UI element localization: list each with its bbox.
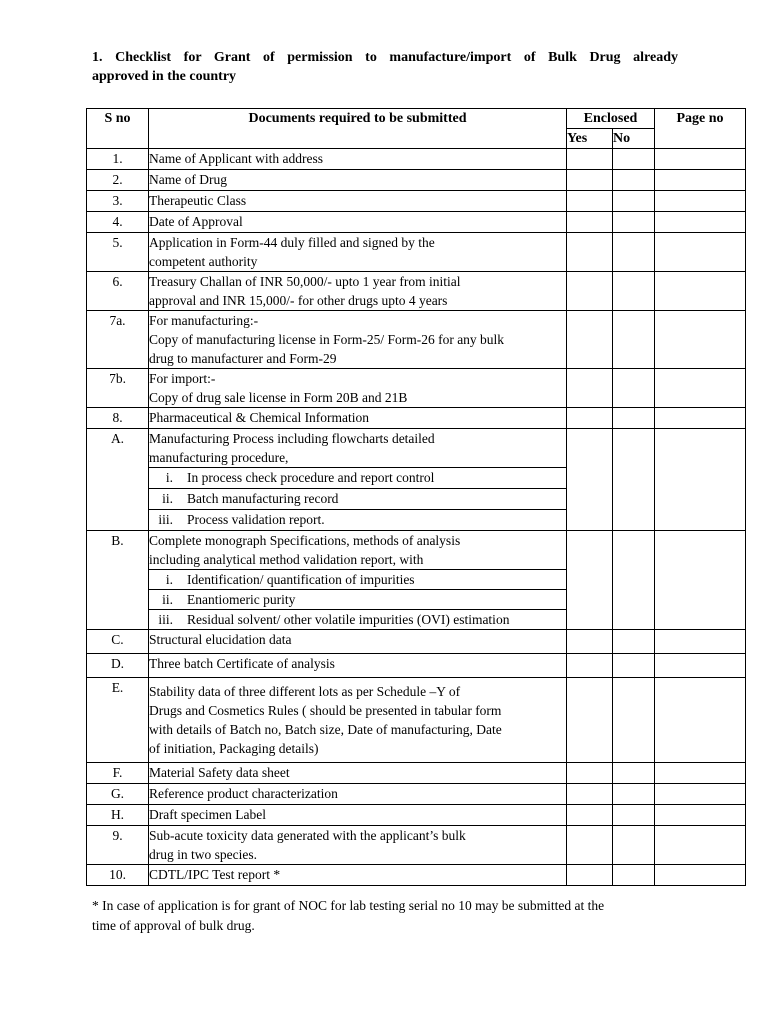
row-subitem [149, 590, 567, 610]
row-document [149, 784, 567, 805]
document-line: For manufacturing:- [149, 313, 259, 328]
row-document [149, 212, 567, 233]
row-document [149, 763, 567, 784]
checkbox-cell-no[interactable] [613, 191, 655, 212]
document-line: Name of Applicant with address [149, 151, 323, 166]
checkbox-cell-no[interactable] [613, 865, 655, 886]
document-line: Copy of manufacturing license in Form-25/ Form-26 for any bulk [149, 332, 505, 347]
row-serial: F. [87, 763, 149, 784]
subitem-text: Process validation report. [187, 512, 325, 527]
subitem-text: In process check procedure and report control [187, 470, 435, 485]
checkbox-cell-page[interactable] [655, 531, 746, 630]
header-sno: S no [87, 109, 149, 149]
row-document [149, 272, 567, 311]
checkbox-cell-page[interactable] [655, 784, 746, 805]
row-serial: H. [87, 805, 149, 826]
table-row [87, 311, 746, 369]
document-line: Sub-acute toxicity data generated with the applicant’s bulk [149, 828, 466, 843]
table-row [87, 805, 746, 826]
row-serial: 4. [87, 212, 149, 233]
subitem-number: iii. [158, 512, 173, 527]
subitem [149, 510, 566, 529]
document-line: Material Safety data sheet [149, 765, 290, 780]
checkbox-cell-yes[interactable] [567, 763, 613, 784]
row-serial: D. [87, 654, 149, 678]
checkbox-cell-no[interactable] [613, 531, 655, 630]
document-line: Reference product characterization [149, 786, 338, 801]
footnote-line-1: * In case of application is for grant of NOC for lab testing serial no 10 may be submitted at the [92, 898, 605, 913]
row-serial: 6. [87, 272, 149, 311]
checkbox-cell-no[interactable] [613, 149, 655, 170]
checkbox-cell-page[interactable] [655, 170, 746, 191]
header-page-no: Page no [655, 109, 746, 149]
heading-line-2: approved in the country [92, 69, 237, 84]
checkbox-cell-page[interactable] [655, 233, 746, 272]
checkbox-cell-yes[interactable] [567, 311, 613, 369]
row-document [149, 408, 567, 429]
document-line: Pharmaceutical & Chemical Information [149, 410, 370, 425]
subitem-text: Residual solvent/ other volatile impurities (OVI) estimation [187, 612, 510, 627]
row-subitem [149, 468, 567, 489]
document-line: Therapeutic Class [149, 193, 247, 208]
document-line: Drugs and Cosmetics Rules ( should be presented in tabular form [149, 703, 502, 718]
document-line: Manufacturing Process including flowcharts detailed [149, 431, 435, 446]
checkbox-cell-page[interactable] [655, 763, 746, 784]
checklist-body [87, 149, 746, 886]
checkbox-cell-page[interactable] [655, 311, 746, 369]
document-heading [92, 48, 678, 86]
row-document [149, 531, 567, 570]
header-documents: Documents required to be submitted [149, 109, 567, 149]
checkbox-cell-no[interactable] [613, 369, 655, 408]
document-line: including analytical method validation report, with [149, 552, 424, 567]
document-line: Application in Form-44 duly filled and signed by the [149, 235, 435, 250]
checkbox-cell-page[interactable] [655, 212, 746, 233]
document-line: Treasury Challan of INR 50,000/- upto 1 year from initial [149, 274, 461, 289]
checkbox-cell-page[interactable] [655, 678, 746, 763]
table-row [87, 369, 746, 408]
document-line: drug in two species. [149, 847, 257, 862]
table-row [87, 630, 746, 654]
checkbox-cell-page[interactable] [655, 630, 746, 654]
document-line: Date of Approval [149, 214, 243, 229]
checkbox-cell-yes[interactable] [567, 805, 613, 826]
checkbox-cell-yes[interactable] [567, 212, 613, 233]
row-document [149, 826, 567, 865]
checkbox-cell-yes[interactable] [567, 170, 613, 191]
heading-line-1: 1. Checklist for Grant of permission to manufacture/import of Bulk Drug already [92, 50, 678, 65]
header-no: No [613, 129, 655, 149]
checkbox-cell-yes[interactable] [567, 149, 613, 170]
checkbox-cell-yes[interactable] [567, 865, 613, 886]
table-row [87, 170, 746, 191]
checkbox-cell-page[interactable] [655, 191, 746, 212]
subitem-text: Identification/ quantification of impurities [187, 572, 415, 587]
document-line: approval and INR 15,000/- for other drugs upto 4 years [149, 293, 448, 308]
row-serial: 5. [87, 233, 149, 272]
checkbox-cell-yes[interactable] [567, 678, 613, 763]
checkbox-cell-page[interactable] [655, 654, 746, 678]
checkbox-cell-yes[interactable] [567, 408, 613, 429]
checkbox-cell-no[interactable] [613, 805, 655, 826]
subitem-number: iii. [158, 612, 173, 627]
document-line: Draft specimen Label [149, 807, 266, 822]
document-line: Name of Drug [149, 172, 227, 187]
row-document [149, 311, 567, 369]
subitem-number: ii. [162, 592, 173, 607]
row-serial: 7a. [87, 311, 149, 369]
checkbox-cell-no[interactable] [613, 826, 655, 865]
header-enclosed: Enclosed [567, 109, 655, 129]
row-serial: 1. [87, 149, 149, 170]
subitem-number: i. [165, 470, 173, 485]
row-document [149, 654, 567, 678]
footnote-line-2: time of approval of bulk drug. [92, 918, 255, 933]
document-line: manufacturing procedure, [149, 450, 289, 465]
table-row [87, 408, 746, 429]
row-serial: 3. [87, 191, 149, 212]
table-row [87, 865, 746, 886]
checkbox-cell-page[interactable] [655, 826, 746, 865]
subitem [149, 468, 566, 487]
row-document [149, 805, 567, 826]
row-serial: 8. [87, 408, 149, 429]
table-row [87, 191, 746, 212]
checkbox-cell-yes[interactable] [567, 272, 613, 311]
checkbox-cell-yes[interactable] [567, 630, 613, 654]
row-document [149, 170, 567, 191]
row-serial: A. [87, 429, 149, 531]
table-row [87, 654, 746, 678]
document-line: drug to manufacturer and Form-29 [149, 351, 337, 366]
checkbox-cell-no[interactable] [613, 763, 655, 784]
subitem-number: i. [165, 572, 173, 587]
row-serial: E. [87, 678, 149, 763]
row-subitem [149, 570, 567, 590]
checkbox-cell-no[interactable] [613, 272, 655, 311]
row-document [149, 149, 567, 170]
document-line: Copy of drug sale license in Form 20B and 21B [149, 390, 408, 405]
checkbox-cell-yes[interactable] [567, 191, 613, 212]
row-serial: G. [87, 784, 149, 805]
table-row [87, 272, 746, 311]
checkbox-cell-yes[interactable] [567, 784, 613, 805]
table-row [87, 212, 746, 233]
document-line: of initiation, Packaging details) [149, 741, 319, 756]
row-document [149, 191, 567, 212]
table-row [87, 678, 746, 763]
checkbox-cell-yes[interactable] [567, 531, 613, 630]
table-row [87, 531, 746, 570]
table-row [87, 429, 746, 468]
row-document [149, 233, 567, 272]
checkbox-cell-page[interactable] [655, 429, 746, 531]
checkbox-cell-yes[interactable] [567, 654, 613, 678]
checkbox-cell-page[interactable] [655, 865, 746, 886]
row-serial: B. [87, 531, 149, 630]
checkbox-cell-page[interactable] [655, 805, 746, 826]
checkbox-cell-no[interactable] [613, 212, 655, 233]
header-row [87, 109, 746, 129]
subitem [149, 610, 566, 629]
subitem-number: ii. [162, 491, 173, 506]
row-subitem [149, 489, 567, 510]
checkbox-cell-yes[interactable] [567, 233, 613, 272]
row-serial: 2. [87, 170, 149, 191]
checkbox-cell-yes[interactable] [567, 826, 613, 865]
subitem [149, 590, 566, 609]
document-line: Structural elucidation data [149, 632, 292, 647]
checkbox-cell-no[interactable] [613, 170, 655, 191]
table-row [87, 826, 746, 865]
document-line: Complete monograph Specifications, methods of analysis [149, 533, 461, 548]
checklist-table [86, 108, 746, 886]
checkbox-cell-no[interactable] [613, 233, 655, 272]
checkbox-cell-no[interactable] [613, 678, 655, 763]
subitem-text: Batch manufacturing record [187, 491, 339, 506]
subitem [149, 570, 566, 589]
checkbox-cell-no[interactable] [613, 630, 655, 654]
table-row [87, 763, 746, 784]
document-line: CDTL/IPC Test report * [149, 867, 281, 882]
footnote [92, 896, 688, 936]
row-document [149, 429, 567, 468]
row-subitem [149, 610, 567, 630]
table-row [87, 784, 746, 805]
row-subitem [149, 510, 567, 531]
checkbox-cell-no[interactable] [613, 311, 655, 369]
subitem [149, 489, 566, 508]
document-line: Three batch Certificate of analysis [149, 656, 335, 671]
document-line: For import:- [149, 371, 216, 386]
checkbox-cell-page[interactable] [655, 408, 746, 429]
row-document [149, 630, 567, 654]
checkbox-cell-yes[interactable] [567, 369, 613, 408]
checkbox-cell-page[interactable] [655, 272, 746, 311]
document-line: with details of Batch no, Batch size, Date of manufacturing, Date [149, 722, 502, 737]
checkbox-cell-page[interactable] [655, 149, 746, 170]
checkbox-cell-no[interactable] [613, 429, 655, 531]
table-row [87, 233, 746, 272]
checkbox-cell-page[interactable] [655, 369, 746, 408]
row-serial: 10. [87, 865, 149, 886]
row-document [149, 369, 567, 408]
checkbox-cell-no[interactable] [613, 784, 655, 805]
document-line: Stability data of three different lots as per Schedule –Y of [149, 684, 461, 699]
checkbox-cell-no[interactable] [613, 654, 655, 678]
row-document [149, 678, 567, 763]
row-document [149, 865, 567, 886]
document-line: competent authority [149, 254, 258, 269]
checkbox-cell-no[interactable] [613, 408, 655, 429]
row-serial: C. [87, 630, 149, 654]
row-serial: 9. [87, 826, 149, 865]
header-yes: Yes [567, 129, 613, 149]
subitem-text: Enantiomeric purity [187, 592, 296, 607]
row-serial: 7b. [87, 369, 149, 408]
checkbox-cell-yes[interactable] [567, 429, 613, 531]
table-row [87, 149, 746, 170]
